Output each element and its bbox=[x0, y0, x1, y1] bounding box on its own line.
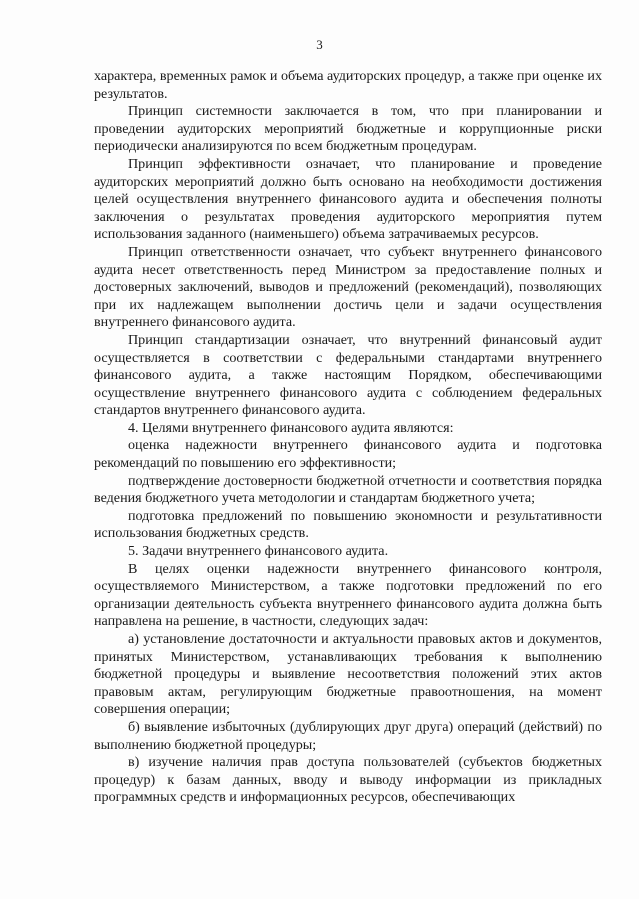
paragraph: Принцип системности заключается в том, что при планировании и проведении аудиторских мероприятий бюджетные и коррупционные риски периодически анализируются по всем бюджетным процедурам. bbox=[94, 103, 602, 155]
paragraph: Принцип стандартизации означает, что внутренний финансовый аудит осуществляется в соответствии с федеральными стандартами внутреннего финансового аудита, а также настоящим Порядком, обеспечивающими осуществление внутреннего финансового аудита с соблюдением федеральных стандартов внутреннего финансового аудита. bbox=[94, 331, 602, 419]
paragraph: характера, временных рамок и объема аудиторских процедур, а также при оценке их результатов. bbox=[94, 68, 602, 102]
paragraph: В целях оценки надежности внутреннего финансового контроля, осуществляемого Министерством, а также подготовки предложений по его организации деятельность субъекта внутреннего финансового аудита должна быть направлена на решение, в частности, следующих задач: bbox=[94, 560, 602, 630]
paragraph: в) изучение наличия прав доступа пользователей (субъектов бюджетных процедур) к базам данных, вводу и выводу информации из прикладных программных средств и информационных ресурсов, обеспечивающих bbox=[94, 754, 602, 806]
page-number: 3 bbox=[316, 37, 323, 52]
paragraph: а) установление достаточности и актуальности правовых актов и документов, принятых Министерством, устанавливающих требования к выполнению бюджетной процедуры и выявление несоответствия положений этих актов правовым актам, регулирующим бюджетные правоотношения, на момент совершения операции; bbox=[94, 631, 602, 718]
paragraph: 4. Целями внутреннего финансового аудита являются: bbox=[128, 419, 454, 436]
paragraph: подготовка предложений по повышению экономности и результативности использования бюджетных средств. bbox=[94, 507, 602, 542]
paragraph: б) выявление избыточных (дублирующих друг друга) операций (действий) по выполнению бюджетной процедуры; bbox=[94, 718, 602, 753]
paragraph: Принцип ответственности означает, что субъект внутреннего финансового аудита несет ответственность перед Министром за предоставление полных и достоверных заключений, выводов и предложений (рекомендаций), позволяющих при их надлежащем выполнении достичь цели и задачи осуществления внутреннего финансового аудита. bbox=[94, 243, 602, 331]
document-body bbox=[94, 68, 602, 807]
paragraph: подтверждение достоверности бюджетной отчетности и соответствия порядка ведения бюджетного учета методологии и стандартам бюджетного учета; bbox=[94, 472, 602, 507]
paragraph: оценка надежности внутреннего финансового аудита и подготовка рекомендаций по повышению его эффективности; bbox=[94, 437, 602, 472]
paragraph: Принцип эффективности означает, что планирование и проведение аудиторских мероприятий должно быть основано на необходимости достижения целей осуществления внутреннего финансового аудита и обеспечения полноты заключения о результатах проведения аудиторского мероприятия путем использования заданного (наименьшего) объема затрачиваемых ресурсов. bbox=[94, 155, 602, 243]
paragraph: 5. Задачи внутреннего финансового аудита. bbox=[128, 543, 389, 560]
